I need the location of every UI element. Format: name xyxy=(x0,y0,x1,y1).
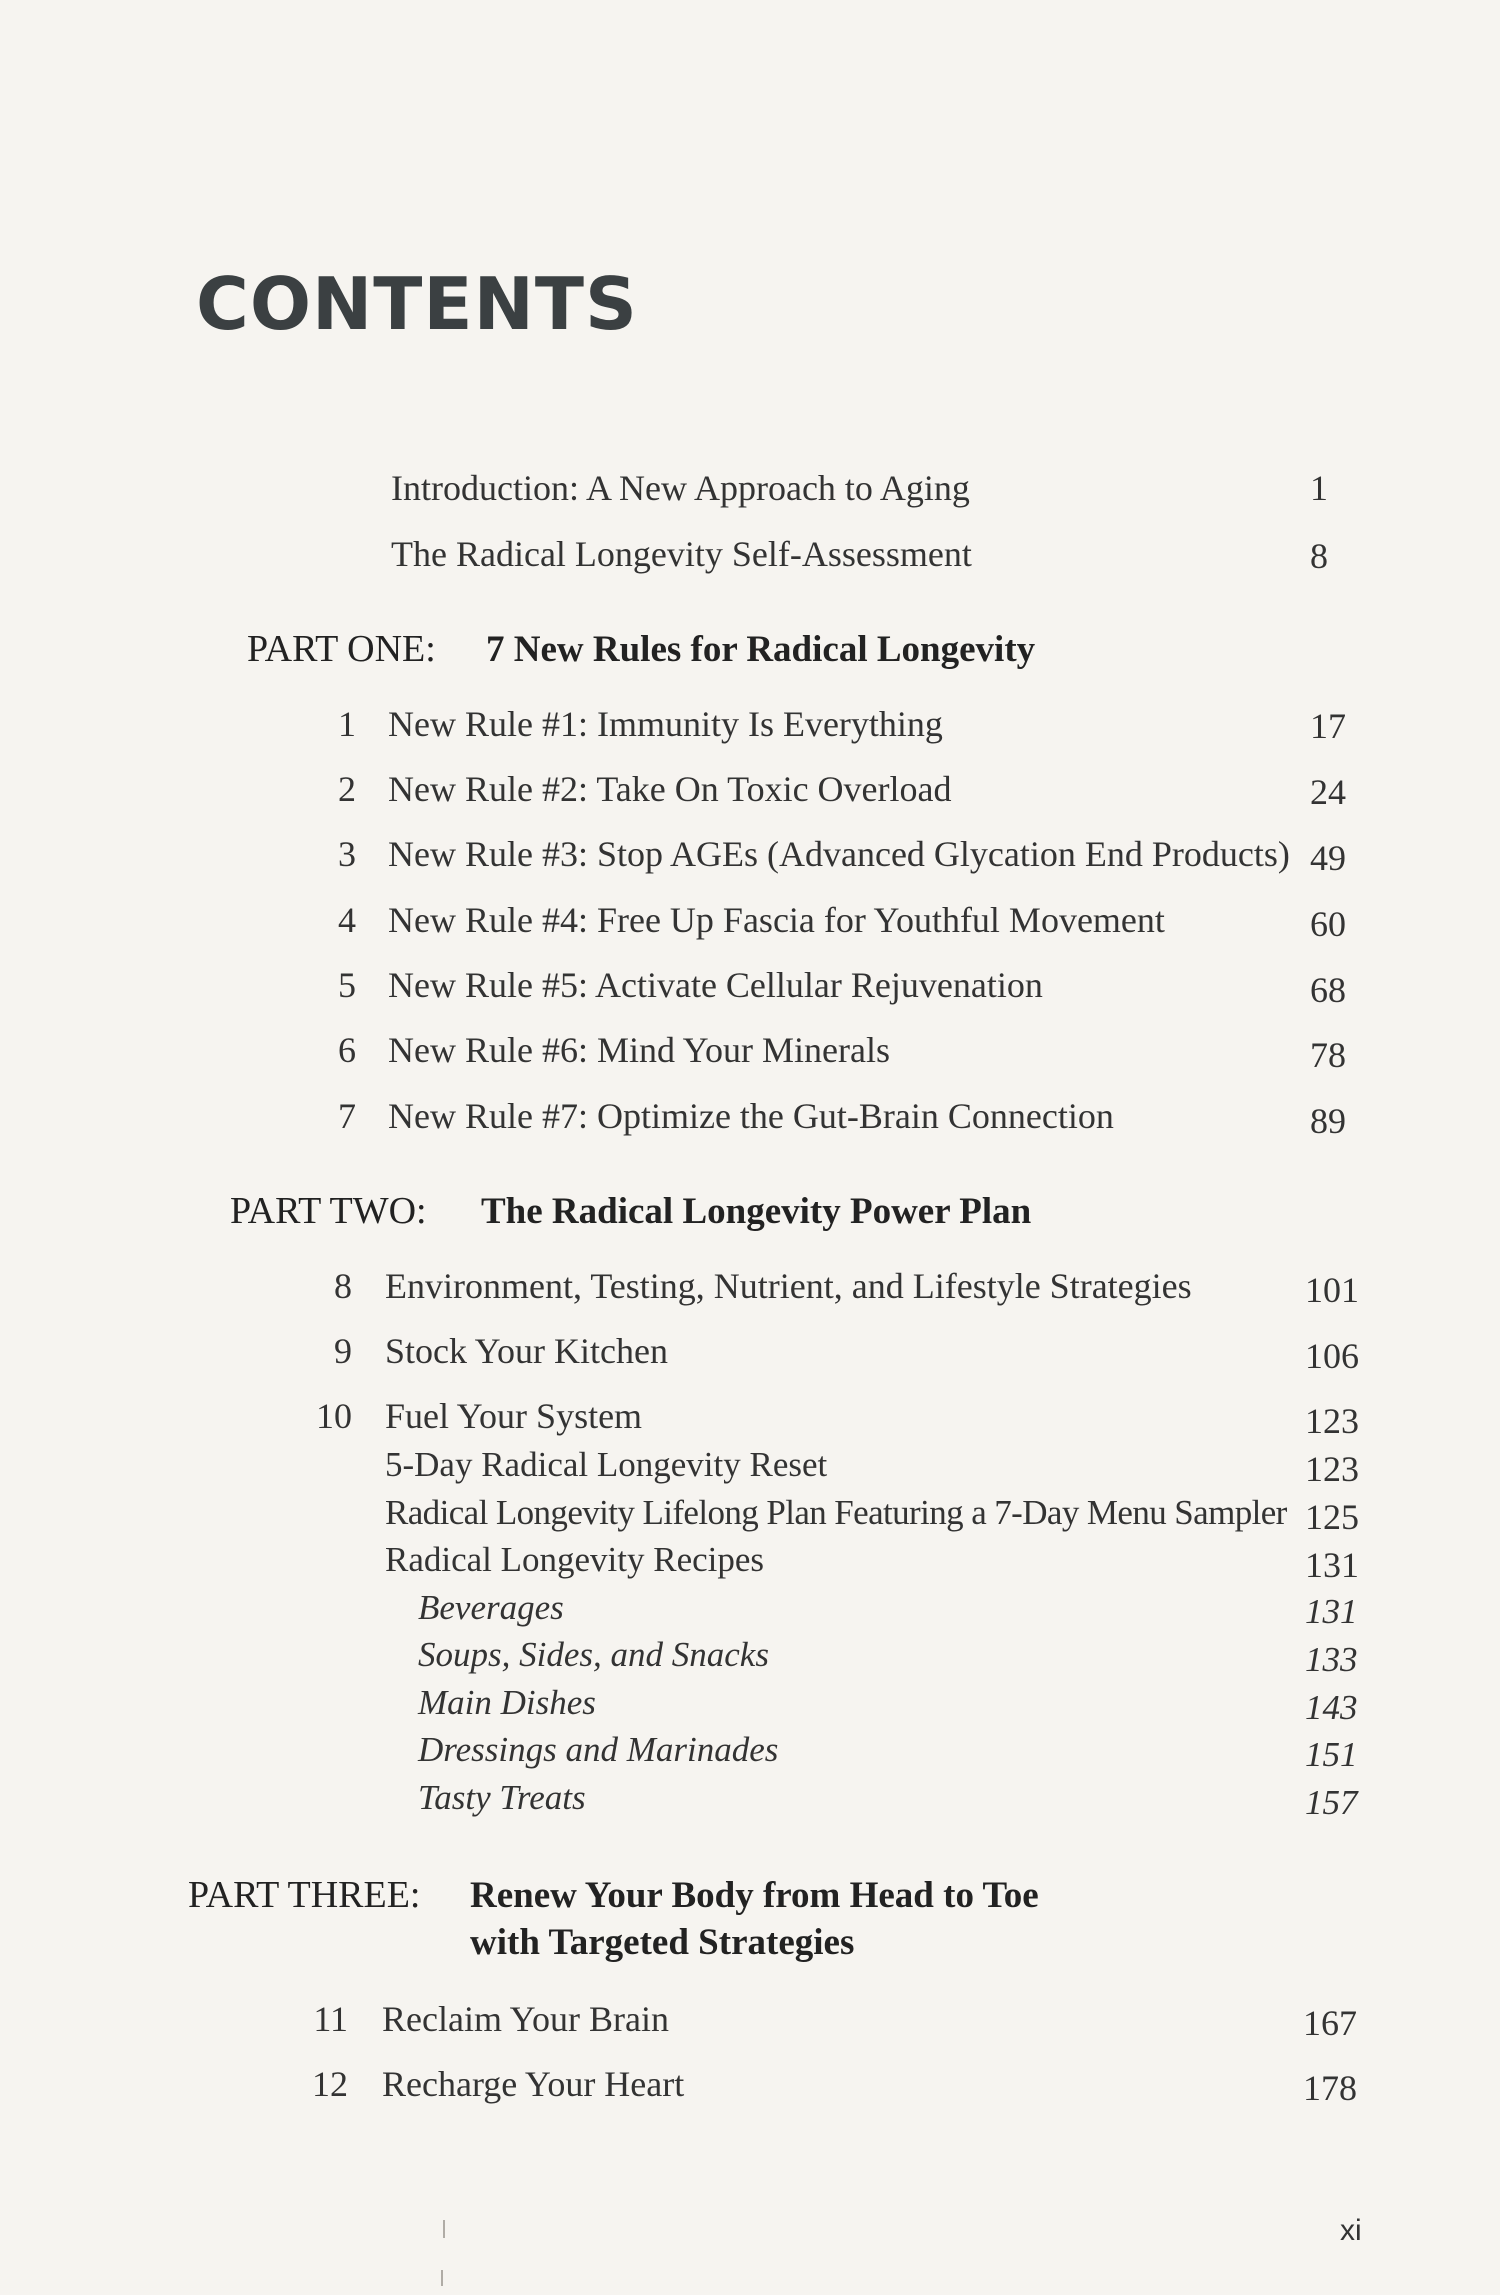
recipe-category-page: 143 xyxy=(1305,1688,1358,1727)
chapter-number: 2 xyxy=(338,769,356,809)
chapter-page: 68 xyxy=(1310,970,1346,1010)
chapter-title: Reclaim Your Brain xyxy=(382,1999,669,2039)
chapter-number: 6 xyxy=(338,1030,356,1070)
page-number: xi xyxy=(1340,2214,1362,2247)
chapter-page: 123 xyxy=(1305,1401,1359,1441)
chapter-title: New Rule #2: Take On Toxic Overload xyxy=(388,769,952,809)
chapter-number: 7 xyxy=(338,1096,356,1136)
toc-entry-title: The Radical Longevity Self-Assessment xyxy=(391,534,972,574)
chapter-number: 3 xyxy=(338,834,356,874)
chapter-title: Recharge Your Heart xyxy=(382,2064,685,2104)
chapter-number: 1 xyxy=(338,704,356,744)
recipe-category-page: 157 xyxy=(1305,1783,1358,1822)
recipe-category-page: 133 xyxy=(1305,1640,1358,1679)
recipe-category-title: Main Dishes xyxy=(418,1683,596,1722)
chapter-number: 4 xyxy=(338,900,356,940)
scan-speck xyxy=(441,2270,443,2286)
part-title: The Radical Longevity Power Plan xyxy=(481,1191,1032,1232)
chapter-page: 78 xyxy=(1310,1035,1346,1075)
toc-entry-title: Introduction: A New Approach to Aging xyxy=(391,468,970,508)
chapter-title: New Rule #7: Optimize the Gut-Brain Connection xyxy=(388,1096,1114,1136)
chapter-page: 24 xyxy=(1310,772,1346,812)
chapter-page: 167 xyxy=(1303,2003,1357,2043)
page-title: CONTENTS xyxy=(196,262,638,346)
chapter-title: New Rule #3: Stop AGEs (Advanced Glycation End Products) xyxy=(388,834,1290,874)
chapter-number: 9 xyxy=(334,1331,352,1371)
part-label: PART ONE: xyxy=(247,628,436,670)
chapter-title: Environment, Testing, Nutrient, and Lifestyle Strategies xyxy=(385,1266,1192,1306)
subentry-title: 5-Day Radical Longevity Reset xyxy=(385,1445,828,1484)
chapter-title: Fuel Your System xyxy=(385,1396,643,1436)
recipe-category-title: Dressings and Marinades xyxy=(418,1730,779,1769)
part-label: PART TWO: xyxy=(230,1190,427,1232)
chapter-page: 89 xyxy=(1310,1101,1346,1141)
chapter-page: 60 xyxy=(1310,904,1346,944)
recipe-category-title: Beverages xyxy=(418,1588,564,1627)
chapter-title: New Rule #1: Immunity Is Everything xyxy=(388,704,943,744)
recipe-category-title: Tasty Treats xyxy=(418,1778,586,1817)
recipe-category-title: Soups, Sides, and Snacks xyxy=(418,1635,769,1674)
part-title: 7 New Rules for Radical Longevity xyxy=(486,629,1036,670)
part-label: PART THREE: xyxy=(188,1874,421,1916)
toc-entry-page: 1 xyxy=(1310,468,1328,508)
chapter-number: 8 xyxy=(334,1266,352,1306)
subentry-page: 131 xyxy=(1305,1545,1359,1585)
chapter-page: 49 xyxy=(1310,838,1346,878)
recipe-category-page: 131 xyxy=(1305,1592,1358,1631)
recipe-category-page: 151 xyxy=(1305,1735,1358,1774)
chapter-page: 101 xyxy=(1305,1270,1359,1310)
chapter-number: 5 xyxy=(338,965,356,1005)
chapter-page: 106 xyxy=(1305,1336,1359,1376)
part-title: Renew Your Body from Head to Toe xyxy=(470,1875,1039,1916)
subentry-page: 125 xyxy=(1305,1497,1359,1537)
chapter-title: New Rule #4: Free Up Fascia for Youthful Movement xyxy=(388,900,1165,940)
chapter-page: 17 xyxy=(1310,706,1346,746)
toc-entry-page: 8 xyxy=(1310,536,1328,576)
chapter-number: 12 xyxy=(312,2064,348,2104)
part-title-continued: with Targeted Strategies xyxy=(470,1922,855,1963)
subentry-page: 123 xyxy=(1305,1449,1359,1489)
chapter-page: 178 xyxy=(1303,2068,1357,2108)
scan-speck xyxy=(443,2220,445,2238)
subentry-title: Radical Longevity Recipes xyxy=(385,1540,765,1579)
chapter-number: 10 xyxy=(316,1396,352,1436)
chapter-number: 11 xyxy=(313,1999,348,2039)
chapter-title: Stock Your Kitchen xyxy=(385,1331,669,1371)
subentry-title: Radical Longevity Lifelong Plan Featuring a 7-Day Menu Sampler xyxy=(385,1493,1287,1532)
chapter-title: New Rule #5: Activate Cellular Rejuvenation xyxy=(388,965,1043,1005)
chapter-title: New Rule #6: Mind Your Minerals xyxy=(388,1030,890,1070)
